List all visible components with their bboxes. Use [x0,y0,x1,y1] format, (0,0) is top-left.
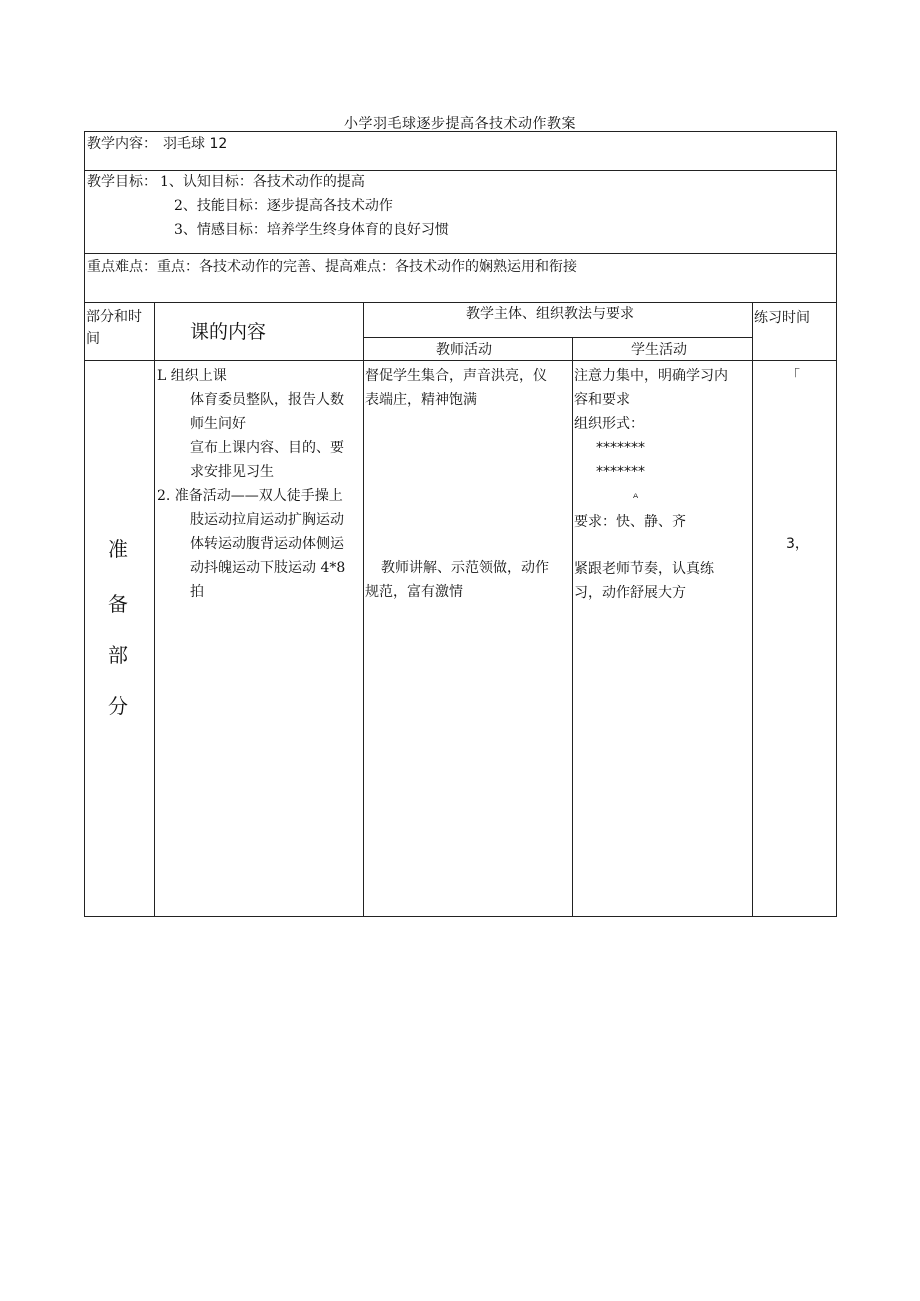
content-line: 体转运动腹背运动体侧运 [190,536,344,552]
table-divider [572,337,573,917]
student-line: 容和要求 [574,392,630,408]
teacher-line: 规范，富有激情 [365,584,463,600]
content-line: 师生问好 [190,416,246,432]
header-practice-time: 练习时间 [754,310,810,326]
document-title: 小学羽毛球逐步提高各技术动作教案 [344,116,576,132]
section-name-char: 分 [108,694,128,718]
table-divider [363,302,364,917]
header-part-time: 间 [86,331,100,347]
section-name-char: 准 [108,537,128,561]
content-line: 拍 [190,584,204,600]
teacher-line: 督促学生集合，声音洪亮，仪 [365,368,547,384]
section-name-char: 部 [108,643,128,667]
content-line: 求安排见习生 [190,464,274,480]
header-teaching-main: 教学主体、组织教法与要求 [466,306,634,322]
student-line: 注意力集中，明确学习内 [574,368,728,384]
teacher-position-mark: ᴬ [633,491,639,505]
content-label: 教学内容： [87,136,157,152]
objective-item: 1、认知目标：各技术动作的提高 [160,174,365,190]
student-formation: ******* [596,440,645,456]
student-line: 要求：快、静、齐 [574,514,686,530]
objective-item: 3、情感目标：培养学生终身体育的良好习惯 [174,222,449,238]
teacher-line: 教师讲解、示范领做，动作 [381,560,549,576]
content-line: L 组织上课 [157,368,227,384]
teacher-line: 表端庄，精神饱满 [365,392,477,408]
header-teacher-activity: 教师活动 [436,342,492,358]
time-mark: 「 [786,368,800,384]
content-line: 2. 准备活动——双人徒手操上 [157,488,343,504]
student-line: 紧跟老师节奏，认真练 [574,561,714,577]
table-divider [363,337,753,338]
time-mark: 3， [786,536,809,552]
header-lesson-content: 课的内容 [190,321,267,343]
student-formation: ******* [596,464,645,480]
objectives-label: 教学目标： [87,174,157,190]
student-line: 习，动作舒展大方 [574,585,686,601]
content-line: 动抖魄运动下肢运动 4*8 [190,560,346,576]
content-line: 体育委员整队，报告人数 [190,392,344,408]
table-divider [752,302,753,917]
header-part-time: 部分和时 [86,309,142,325]
table-divider [154,302,155,917]
content-value: 羽毛球 12 [163,136,228,152]
content-line: 肢运动拉肩运动扩胸运动 [190,512,344,528]
student-line: 组织形式： [574,416,644,432]
section-name-char: 备 [108,592,128,616]
content-line: 宣布上课内容、目的、要 [190,440,344,456]
objective-item: 2、技能目标：逐步提高各技术动作 [174,198,393,214]
key-points-text: 重点难点：重点：各技术动作的完善、提高难点：各技术动作的娴熟运用和衔接 [87,259,577,275]
header-student-activity: 学生活动 [631,342,687,358]
